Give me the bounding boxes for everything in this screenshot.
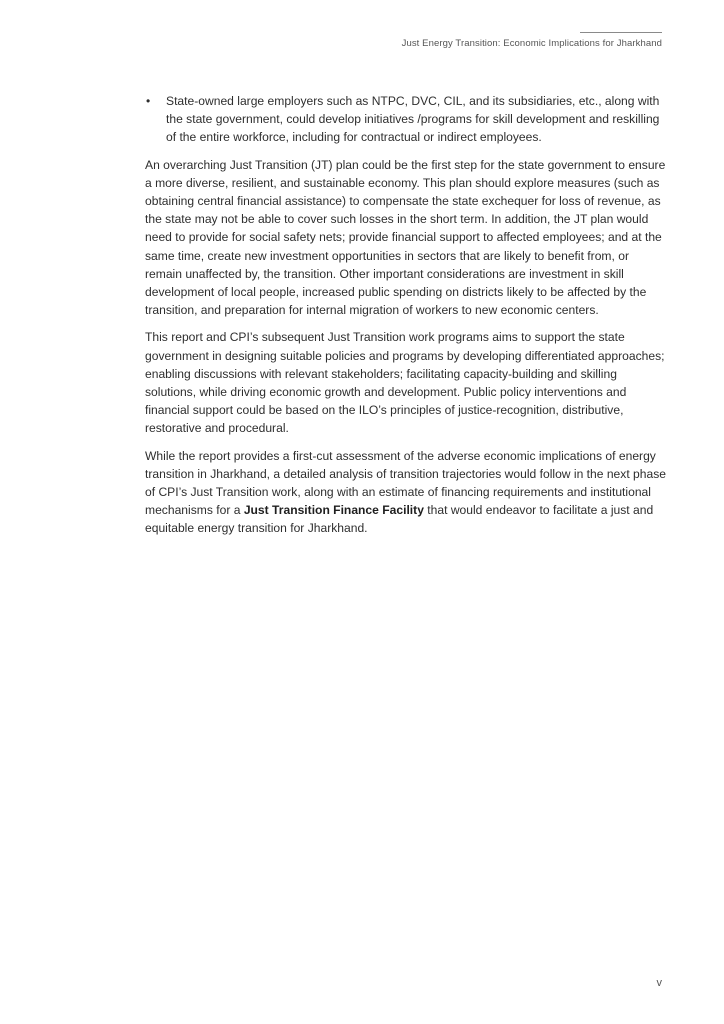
bullet-text: State-owned large employers such as NTPC, DVC, CIL, and its subsidiaries, etc., along with the state government, could develop initiatives /programs for skill development and reskilling of the entire workforce, including for contractual or indirect employees.: [166, 94, 660, 145]
paragraph-cpi-work: This report and CPI’s subsequent Just Transition work programs aims to support the state government in designing suitable policies and programs by developing differentiated approaches; enabling discussions with relevant stakeholders; facilitating capacity-building and skilling solutions, while driving economic growth and development. Public policy interventions and financial support could be based on the ILO’s principles of justice-recognition, distributive, restorative and procedural.: [145, 330, 665, 436]
document-body: [145, 92, 667, 547]
paragraph-jt-plan: An overarching Just Transition (JT) plan could be the first step for the state government to ensure a more diverse, resilient, and sustainable economy. This plan should explore measures (such as obtaining central financial assistance) to compensate the state exchequer for loss of revenue, as the state may not be able to cover such losses in the short term. In addition, the JT plan would need to provide for social safety nets; provide financial support to affected employees; and at the same time, create new investment opportunities in sectors that are likely to benefit from, or remain unaffected by, the transition. Other important considerations are investment in skill development of local people, increased public spending on districts likely to be affected by the transition, and preparation for internal migration of workers to new economic centers.: [145, 157, 666, 318]
finance-facility-term: Just Transition Finance Facility: [243, 503, 424, 518]
paragraph-next-phase: [145, 447, 667, 538]
paragraph-next-phase-text-end: that would endeavor to facilitate a just and equitable energy transition for Jharkhand.: [145, 503, 654, 536]
bullet-marker: •: [146, 94, 151, 108]
header-rule: [580, 32, 662, 33]
paragraph-next-phase-text-start: While the report provides a first-cut assessment of the adverse economic implications of energy transition in Jharkhand, a detailed analysis of transition trajectories would follow in the next phase of CPI’s Just Transition work, along with an estimate of financing requirements and institutional mechanisms for a: [145, 448, 666, 518]
running-header-title: Just Energy Transition: Economic Implications for Jharkhand: [401, 38, 662, 49]
bullet-list-item: [145, 92, 667, 147]
page-number: v: [656, 977, 662, 989]
